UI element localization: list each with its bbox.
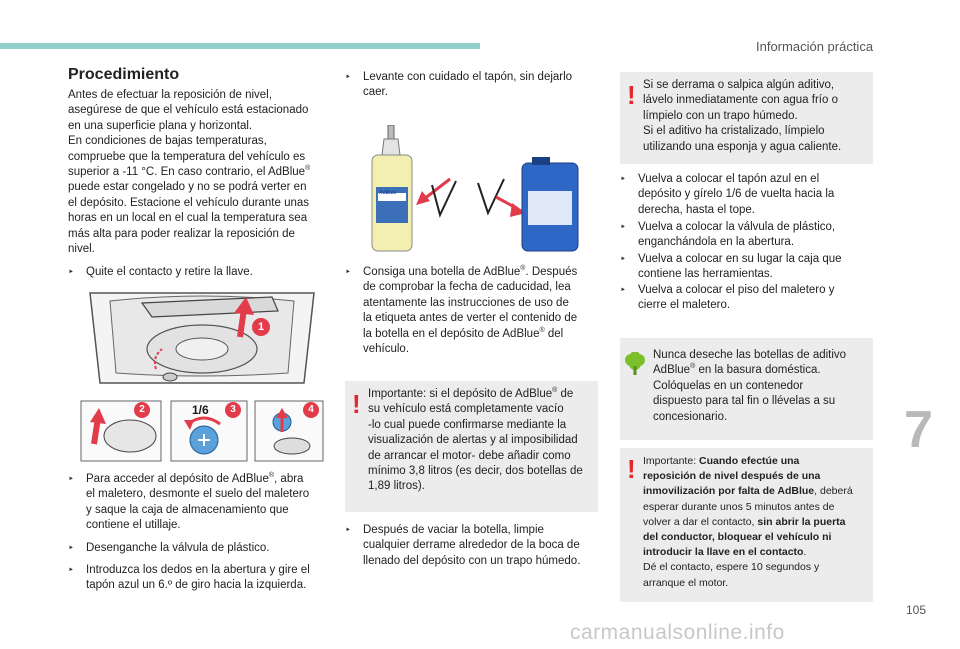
warning-text: Si se derrama o salpica algún aditivo, lávelo inmediatamente con agua frío o límpielo con un trapo húmedo. Si el aditivo ha cristalizado, límpielo utilizando una esponja y agua caliente. bbox=[643, 79, 842, 153]
list-item: ‣ Quite el contacto y retire la llave. bbox=[68, 266, 253, 278]
list-item: ‣ Después de vaciar la botella, limpie cualquier derrame alrededor de la boca de llenado del depósito con un trapo húmedo. bbox=[345, 524, 581, 567]
list-item: ‣ Vuelva a colocar la válvula de plástico, enganchándola en la abertura. bbox=[620, 221, 836, 249]
watermark: carmanualsonline.info bbox=[570, 621, 785, 644]
section-title: Información práctica bbox=[756, 39, 874, 54]
note-text: Importante: si el depósito de AdBlue® de su vehículo está completamente vacío -lo cual puede confirmarse mediante la visualización de alertas y al imposibilidad de arrancar el motor- debe añadir como mínimo 3,8 litros (es decir, dos botellas de 1,89 litros). bbox=[368, 387, 583, 493]
callout-3: 3 bbox=[225, 402, 241, 418]
important-note-box bbox=[345, 381, 598, 512]
eco-note-box bbox=[620, 338, 873, 440]
list-item: ‣ Vuelva a colocar el tapón azul en el depósito y gírelo 1/6 de vuelta hacia la derecha, hasta el tope. bbox=[620, 173, 835, 216]
immobilization-note-box bbox=[620, 448, 873, 602]
list-item: ‣ Consiga una botella de AdBlue®. Después de comprobar la fecha de caducidad, lea atentamente las instrucciones de uso de la etiqueta antes de verter el contenido de la botella en el depósito de AdBlue® del vehículo. bbox=[345, 265, 578, 356]
page-number: 105 bbox=[906, 603, 927, 617]
callout-4: 4 bbox=[303, 402, 319, 418]
immobilization-text: Importante: Cuando efectúe una reposición de nivel después de una inmovilización por falta de AdBlue, deberá esperar durante unos 5 minutos antes de volver a dar el contacto, sin abrir la puerta del conductor, bloquear el vehículo ni introducir la llave en el contacto. Dé el contacto, espere 10 segundos y arranque el motor. bbox=[643, 455, 853, 589]
warning-icon: ! bbox=[627, 454, 636, 484]
list-item: ‣ Para acceder al depósito de AdBlue®, abra el maletero, desmonte el suelo del maletero y saque la caja de almacenamiento que contiene el utillaje. bbox=[68, 472, 310, 532]
eco-text: Nunca deseche las botellas de aditivo AdBlue® en la basura doméstica. Colóquelas en un contenedor dispuesto para tal fin o llévelas a su concesionario. bbox=[653, 349, 847, 423]
list-item: ‣ Desenganche la válvula de plástico. bbox=[68, 542, 270, 554]
callout-1: 1 bbox=[252, 318, 270, 336]
list-item: ‣ Levante con cuidado el tapón, sin dejarlo caer. bbox=[345, 71, 573, 99]
list-item: ‣ Vuelva a colocar en su lugar la caja que contiene las herramientas. bbox=[620, 253, 842, 281]
intro-paragraph: Antes de efectuar la reposición de nivel, asegúrese de que el vehículo está estacionado en una superficie plana y horizontal. En condiciones de bajas temperaturas, compruebe que la temperatura del vehículo es superior a -11 °C. En caso contrario, el AdBlue® puede estar congelado y no se podrá verter en el depósito. Estacione el vehículo durante unas horas en un local en el cual la temperatura sea más alta para poder realizar la reposición de nivel. bbox=[68, 89, 311, 256]
callout-2: 2 bbox=[134, 402, 150, 418]
trunk-illustration bbox=[82, 283, 322, 395]
warning-icon: ! bbox=[627, 80, 636, 110]
header-accent-bar bbox=[0, 43, 480, 49]
chapter-number: 7 bbox=[904, 401, 933, 459]
rotation-fraction: 1/6 bbox=[192, 403, 209, 417]
warning-icon: ! bbox=[352, 389, 361, 419]
tree-icon bbox=[624, 352, 646, 376]
list-item: ‣ Vuelva a colocar el piso del maletero y cierre el maletero. bbox=[620, 284, 835, 312]
section-heading: Procedimiento bbox=[68, 66, 180, 83]
list-item: ‣ Introduzca los dedos en la abertura y gire el tapón azul un 6.º de giro hacia la izquierda. bbox=[68, 564, 310, 592]
bottle-label: AdBlue bbox=[379, 190, 397, 196]
warning-note-box bbox=[620, 72, 873, 164]
